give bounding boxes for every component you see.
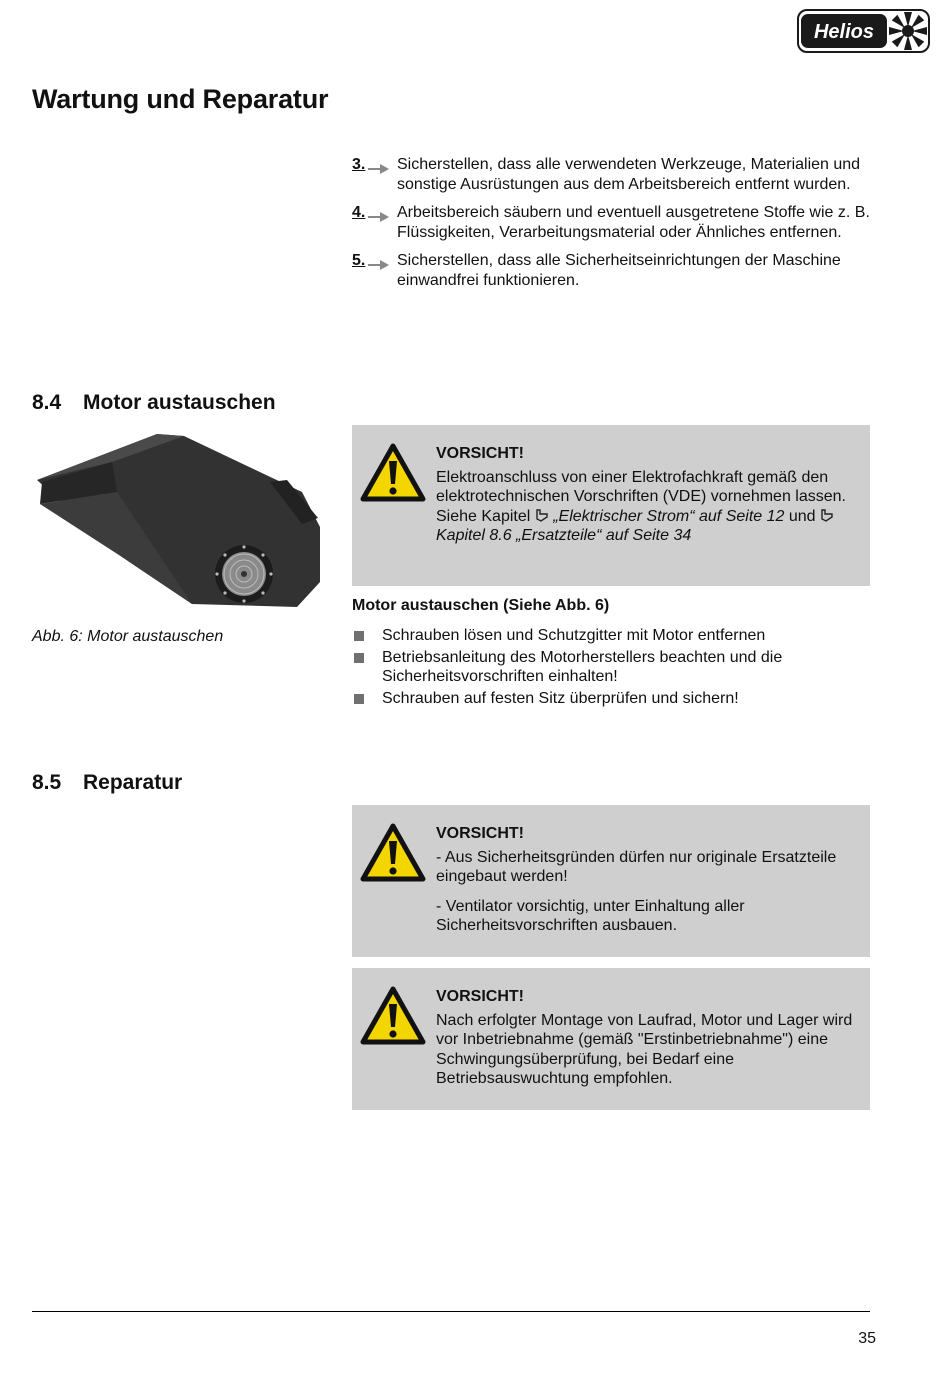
square-bullet-icon: [354, 653, 364, 663]
step-item: [352, 155, 872, 194]
warning-box-spare-parts: [352, 805, 870, 957]
step-item: [352, 251, 872, 290]
footer-divider: [32, 1311, 870, 1312]
reference-link-electrical[interactable]: „Elektrischer Strom“ auf Seite 12: [553, 507, 785, 525]
subsection-heading: Motor austauschen (Siehe Abb. 6): [352, 597, 610, 614]
warning-box-vibration: [352, 968, 870, 1110]
section-heading-8-4: [32, 391, 276, 415]
warning-text: Elektroanschluss von einer Elektrofachkraft gemäß den elektrotechnischen Vorschriften (VDE) vornehmen lassen. Siehe Kapitel „Elektrischer Strom“ auf Seite 12 und Kapitel 8.6 „Ersatzteile“ auf Seite 34: [436, 468, 846, 544]
arrow-right-icon: [368, 211, 390, 223]
figure-caption: Abb. 6: Motor austauschen: [32, 628, 224, 645]
bullet-item: Schrauben auf festen Sitz überprüfen und sichern!: [352, 689, 872, 709]
step-text: Sicherstellen, dass alle Sicherheitseinrichtungen der Maschine einwandfrei funktionieren.: [397, 252, 841, 289]
warning-triangle-icon: [360, 443, 426, 503]
page-title: Wartung und Reparatur: [32, 84, 329, 114]
step-text: Arbeitsbereich säubern und eventuell ausgetretene Stoffe wie z. B. Flüssigkeiten, Verarbeitungsmaterial oder Ähnliches entfernen.: [397, 204, 870, 241]
bullet-item: Betriebsanleitung des Motorherstellers beachten und die Sicherheitsvorschriften einhalten!: [352, 648, 872, 687]
warning-triangle-icon: [360, 986, 426, 1046]
warning-title: VORSICHT!: [436, 445, 524, 462]
warning-text: - Aus Sicherheitsgründen dürfen nur originale Ersatzteile eingebaut werden!: [436, 848, 837, 885]
section-heading-8-5: [32, 771, 182, 795]
square-bullet-icon: [354, 694, 364, 704]
section-title: Reparatur: [83, 771, 183, 794]
section-title: Motor austauschen: [83, 391, 276, 414]
step-list: [352, 155, 872, 299]
page-number: 35: [858, 1330, 876, 1347]
step-text: Sicherstellen, dass alle verwendeten Werkzeuge, Materialien und sonstige Ausrüstungen aus dem Arbeitsbereich entfernt wurden.: [397, 156, 861, 193]
motor-hood-image: [32, 432, 332, 612]
warning-title: VORSICHT!: [436, 825, 524, 842]
section-number: 8.5: [32, 771, 62, 794]
instruction-bullet-list: [352, 626, 872, 710]
reference-hand-icon: [820, 508, 834, 522]
section-number: 8.4: [32, 391, 62, 414]
bullet-item: Schrauben lösen und Schutzgitter mit Motor entfernen: [352, 626, 872, 646]
arrow-right-icon: [368, 259, 390, 271]
arrow-right-icon: [368, 163, 390, 175]
step-number: 4.: [352, 204, 366, 221]
reference-link-spare-parts[interactable]: Kapitel 8.6 „Ersatzteile“ auf Seite 34: [436, 527, 692, 544]
warning-text: - Ventilator vorsichtig, unter Einhaltung aller Sicherheitsvorschriften ausbauen.: [436, 897, 745, 934]
helios-logo: [797, 8, 930, 54]
step-number: 3.: [352, 156, 366, 173]
reference-hand-icon: [535, 508, 549, 522]
step-item: [352, 203, 872, 242]
logo-text: Helios: [813, 21, 875, 43]
warning-title: VORSICHT!: [436, 988, 524, 1005]
square-bullet-icon: [354, 631, 364, 641]
warning-text: Nach erfolgter Montage von Laufrad, Motor und Lager wird vor Inbetriebnahme (gemäß "Erstinbetriebnahme") eine Schwingungsüberprüfung, bei Bedarf eine Betriebsauswuchtung empfohlen.: [436, 1011, 853, 1087]
warning-box-electrical: [352, 425, 870, 586]
warning-triangle-icon: [360, 823, 426, 883]
step-number: 5.: [352, 252, 366, 269]
fan-icon: [889, 12, 927, 50]
